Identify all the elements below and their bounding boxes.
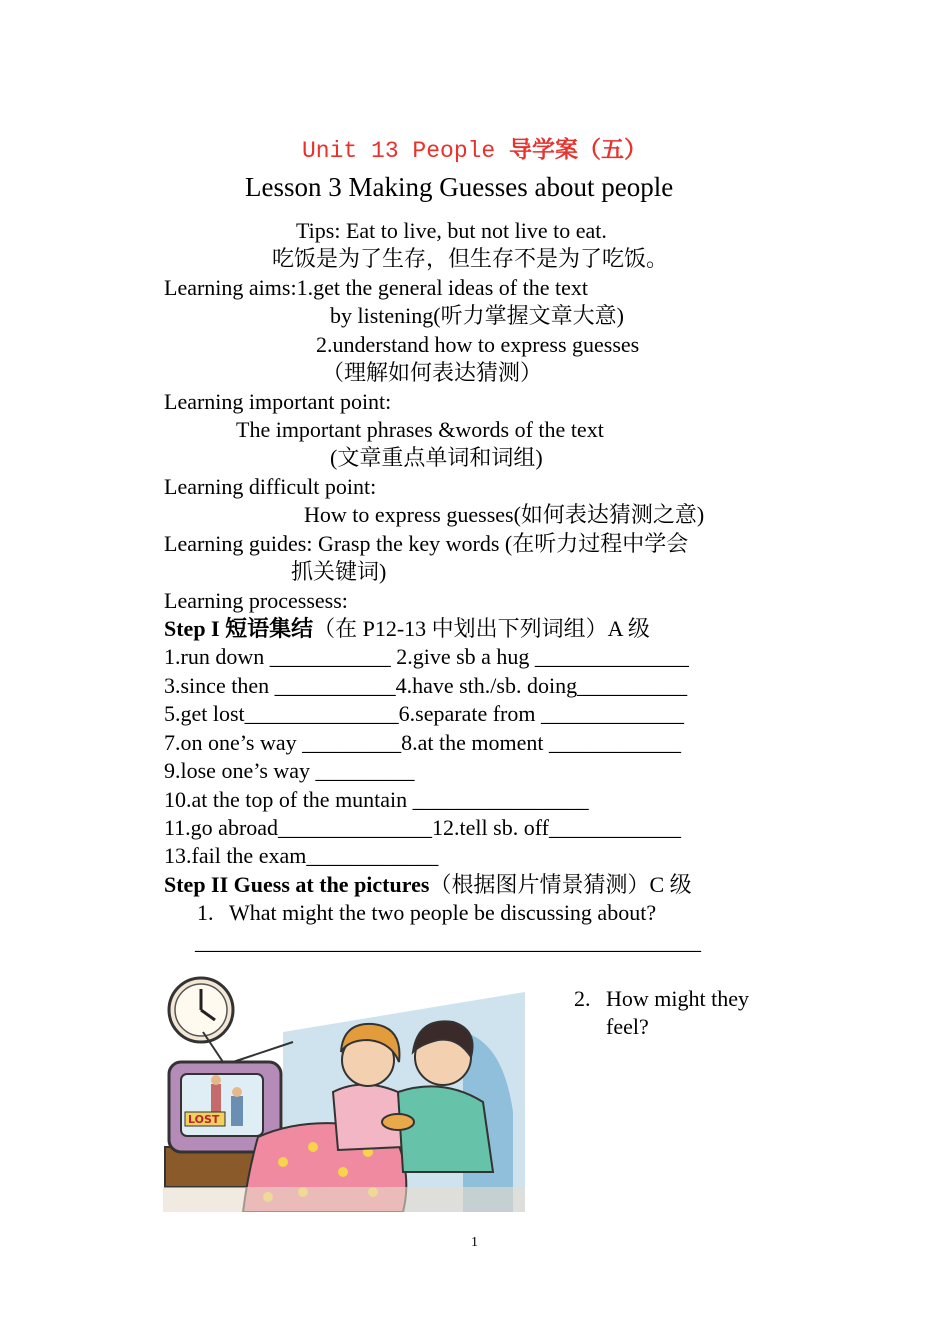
phrase-row: 1.run down ___________ 2.give sb a hug ______________	[164, 644, 689, 669]
important-line-2: (文章重点单词和词组)	[330, 445, 543, 470]
lesson-title: Lesson 3 Making Guesses about people	[245, 172, 674, 202]
tips-en: Tips: Eat to live, but not live to eat.	[296, 218, 607, 243]
answer-line: ______________________________________________	[195, 929, 701, 954]
aims-line-1: Learning aims:1.get the general ideas of the text	[164, 275, 588, 300]
phrase-row: 5.get lost______________6.separate from _____________	[164, 701, 684, 726]
phrase-row: 10.at the top of the muntain ________________	[164, 787, 589, 812]
step2-note: （根据图片情景猜测）C 级	[429, 872, 692, 897]
phrase-row: 7.on one’s way _________8.at the moment ____________	[164, 730, 681, 755]
important-heading: Learning important point:	[164, 389, 392, 414]
phrase-row: 11.go abroad______________12.tell sb. off____________	[164, 815, 681, 840]
question-1-number: 1.	[197, 900, 214, 925]
phrase-row: 9.lose one’s way _________	[164, 758, 415, 783]
question-2-number: 2.	[574, 986, 591, 1011]
guides-line-1: Learning guides: Grasp the key words (在听力过程中学会	[164, 531, 689, 556]
question-2-line-2: feel?	[606, 1014, 649, 1039]
unit-title-cn: 导学案（五）	[509, 137, 648, 163]
difficult-line-1: How to express guesses(如何表达猜测之意)	[304, 502, 705, 527]
aims-line-2: by listening(听力掌握文章大意)	[330, 303, 624, 328]
phrase-row: 3.since then ___________4.have sth./sb. doing__________	[164, 673, 688, 698]
question-2-line-1: How might they	[606, 986, 749, 1011]
step1-label: Step I 短语集结	[164, 616, 314, 641]
clock-icon	[169, 978, 233, 1042]
aims-line-4: （理解如何表达猜测）	[322, 360, 543, 385]
tips-cn: 吃饭是为了生存，但生存不是为了吃饭。	[272, 246, 669, 271]
step2-heading	[164, 871, 692, 899]
question-1: What might the two people be discussing about?	[229, 900, 657, 925]
tv-sign-text: LOST	[188, 1113, 220, 1126]
page-number: 1	[471, 1235, 478, 1250]
unit-title-en: Unit 13 People	[302, 138, 496, 164]
cartoon-illustration	[163, 972, 525, 1212]
unit-title	[302, 131, 647, 164]
step1-note: （在 P12-13 中划出下列词组）A 级	[313, 616, 650, 641]
important-line-1: The important phrases &words of the text	[236, 417, 604, 442]
step2-label: Step II Guess at the pictures	[164, 872, 430, 897]
step1-heading	[164, 615, 650, 643]
aims-line-3: 2.understand how to express guesses	[316, 332, 640, 357]
phrase-row: 13.fail the exam____________	[164, 843, 439, 868]
processes-heading: Learning processess:	[164, 588, 348, 613]
difficult-heading: Learning difficult point:	[164, 474, 377, 499]
guides-line-2: 抓关键词)	[291, 559, 387, 584]
